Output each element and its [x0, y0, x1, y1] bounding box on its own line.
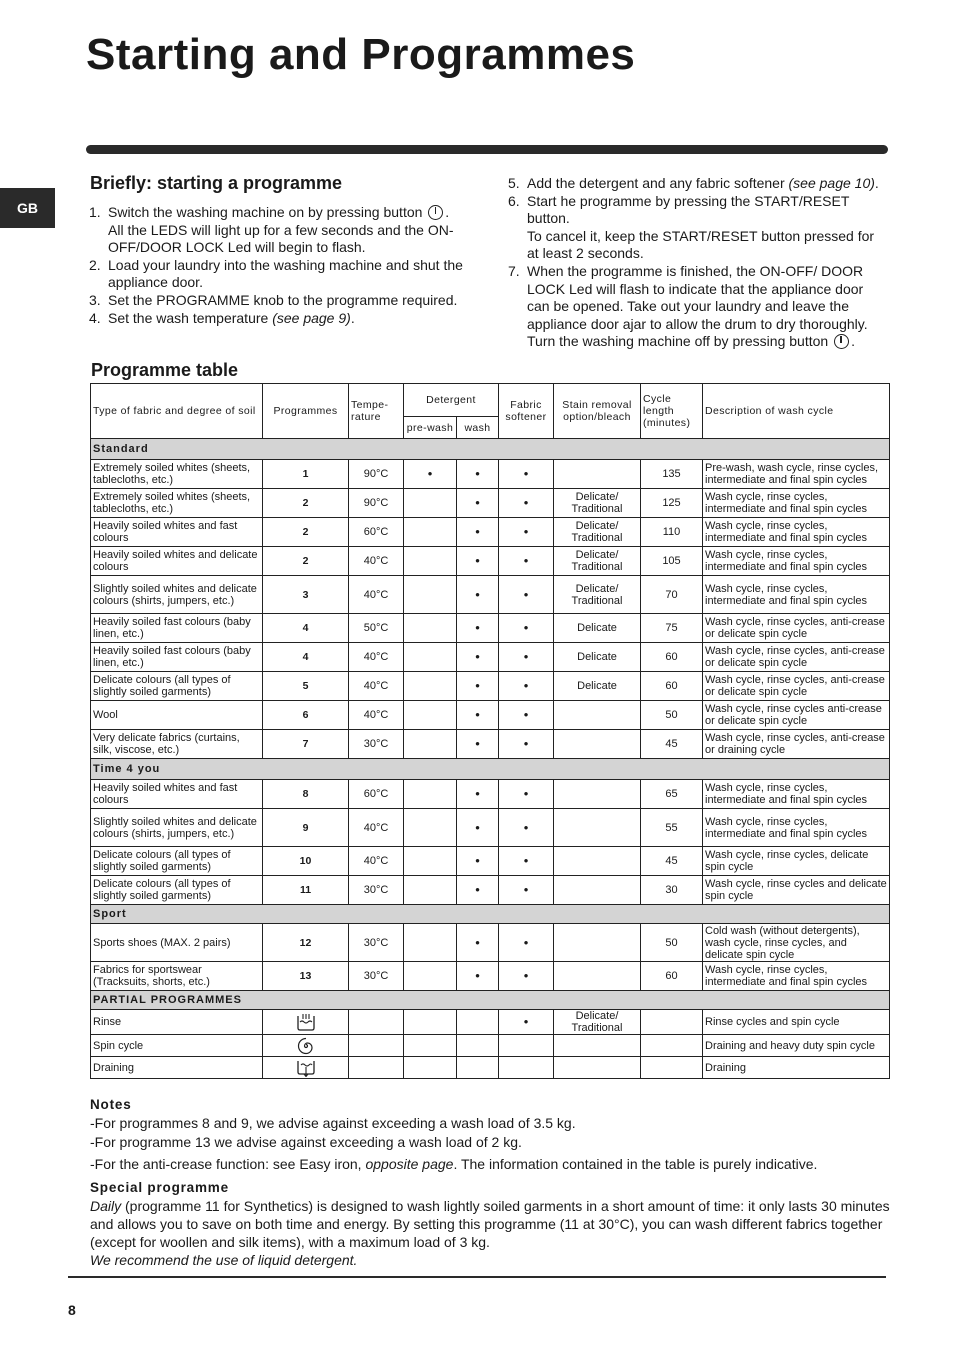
- cell-programme: 13: [263, 962, 349, 991]
- cell-type: Delicate colours (all types of slightly soiled garments): [91, 672, 263, 701]
- cell-stain: [554, 962, 641, 991]
- cell-description: Rinse cycles and spin cycle: [703, 1010, 890, 1035]
- cell-cycle: 30: [641, 876, 703, 905]
- cell-cycle: 65: [641, 780, 703, 809]
- cell-programme: 2: [263, 547, 349, 576]
- step-5: 5. Add the detergent and any fabric softener (see page 10).: [508, 175, 879, 191]
- cell-stain: Delicate/ Traditional: [554, 518, 641, 547]
- cell-cycle: [641, 1035, 703, 1057]
- cell-description: Draining and heavy duty spin cycle: [703, 1035, 890, 1057]
- cell-programme: 7: [263, 730, 349, 759]
- cell-wash: •: [457, 701, 499, 730]
- cell-stain: Delicate/ Traditional: [554, 576, 641, 614]
- cell-wash: •: [457, 809, 499, 847]
- cell-temperature: 40°C: [349, 809, 404, 847]
- table-row: [91, 780, 890, 809]
- cell-cycle: 60: [641, 643, 703, 672]
- cell-wash: •: [457, 643, 499, 672]
- cell-softener: [499, 1057, 554, 1079]
- cell-softener: •: [499, 614, 554, 643]
- cell-wash: •: [457, 460, 499, 489]
- cell-type: Sports shoes (MAX. 2 pairs): [91, 924, 263, 962]
- cell-softener: •: [499, 672, 554, 701]
- cell-softener: •: [499, 780, 554, 809]
- section-row: [91, 905, 890, 924]
- cell-stain: [554, 876, 641, 905]
- cell-type: Very delicate fabrics (curtains, silk, viscose, etc.): [91, 730, 263, 759]
- cell-type: Heavily soiled fast colours (baby linen, etc.): [91, 614, 263, 643]
- cell-description: Wash cycle, rinse cycles, intermediate and final spin cycles: [703, 576, 890, 614]
- cell-prewash: [404, 1057, 457, 1079]
- cell-wash: •: [457, 780, 499, 809]
- section-label: Time 4 you: [91, 759, 890, 780]
- cell-programme: 2: [263, 518, 349, 547]
- cell-programme: 10: [263, 847, 349, 876]
- cell-temperature: 40°C: [349, 576, 404, 614]
- cell-prewash: [404, 518, 457, 547]
- cell-softener: •: [499, 547, 554, 576]
- power-button-icon: [834, 334, 849, 349]
- step-7: 7. When the programme is finished, the ON-OFF/ DOOR LOCK Led will flash to indicate that the appliance door can be opened. Take out your laundry and leave the appliance door ajar to allow the drum to dry thoroughly. Turn the washing machine off by pressing button .: [508, 262, 868, 350]
- cell-prewash: [404, 1010, 457, 1035]
- table-row: [91, 518, 890, 547]
- cell-cycle: 60: [641, 672, 703, 701]
- cell-prewash: [404, 924, 457, 962]
- cell-prewash: [404, 643, 457, 672]
- rinse-icon: [263, 1010, 349, 1035]
- notes-block: [90, 1096, 890, 1269]
- table-row: [91, 876, 890, 905]
- cell-wash: [457, 1035, 499, 1057]
- cell-programme: 1: [263, 460, 349, 489]
- cell-wash: •: [457, 576, 499, 614]
- cell-temperature: 30°C: [349, 962, 404, 991]
- cell-wash: •: [457, 962, 499, 991]
- cell-cycle: 105: [641, 547, 703, 576]
- cell-prewash: •: [404, 460, 457, 489]
- cell-softener: •: [499, 924, 554, 962]
- step-6: 6. Start he programme by pressing the START/RESET button. To cancel it, keep the START/RESET button pressed for at least 2 seconds.: [508, 192, 875, 262]
- cell-programme: 4: [263, 614, 349, 643]
- cell-programme: 4: [263, 643, 349, 672]
- cell-prewash: [404, 962, 457, 991]
- language-tab: GB: [0, 188, 55, 228]
- cell-temperature: 50°C: [349, 614, 404, 643]
- cell-description: Wash cycle, rinse cycles, intermediate and final spin cycles: [703, 518, 890, 547]
- cell-temperature: 30°C: [349, 924, 404, 962]
- table-row: [91, 809, 890, 847]
- briefly-heading: Briefly: starting a programme: [90, 173, 343, 193]
- table-row: [91, 1057, 890, 1079]
- cell-type: Heavily soiled whites and delicate colours: [91, 547, 263, 576]
- cell-prewash: [404, 614, 457, 643]
- cell-temperature: [349, 1035, 404, 1057]
- table-row: [91, 643, 890, 672]
- cell-stain: [554, 780, 641, 809]
- cell-cycle: 60: [641, 962, 703, 991]
- cell-temperature: 60°C: [349, 518, 404, 547]
- cell-wash: •: [457, 547, 499, 576]
- table-row: [91, 672, 890, 701]
- cell-description: Wash cycle, rinse cycles, anti-crease or delicate spin cycle: [703, 643, 890, 672]
- power-button-icon: [428, 205, 443, 220]
- cell-type: Heavily soiled whites and fast colours: [91, 518, 263, 547]
- section-label: PARTIAL PROGRAMMES: [91, 991, 890, 1010]
- page-number: 8: [68, 1302, 76, 1318]
- header-cycle: Cycle length (minutes): [641, 384, 703, 439]
- cell-temperature: 30°C: [349, 730, 404, 759]
- note-line: -For programmes 8 and 9, we advise against exceeding a wash load of 3.5 kg.: [90, 1115, 576, 1131]
- note-line: -For programme 13 we advise against exceeding a wash load of 2 kg.: [90, 1134, 522, 1150]
- header-temperature: Tempe-rature: [349, 384, 404, 439]
- cell-type: Wool: [91, 701, 263, 730]
- header-programmes: Programmes: [263, 384, 349, 439]
- cell-stain: Delicate/ Traditional: [554, 489, 641, 518]
- cell-programme: 8: [263, 780, 349, 809]
- cell-programme: 9: [263, 809, 349, 847]
- cell-wash: •: [457, 876, 499, 905]
- section-label: Sport: [91, 905, 890, 924]
- cell-wash: •: [457, 614, 499, 643]
- cell-temperature: [349, 1057, 404, 1079]
- step-4: 4. Set the wash temperature (see page 9).: [89, 309, 355, 326]
- cell-cycle: 50: [641, 701, 703, 730]
- cell-temperature: 30°C: [349, 876, 404, 905]
- cell-stain: [554, 460, 641, 489]
- step-1: 1. Switch the washing machine on by pressing button . All the LEDS will light up for a few seconds and the ON-OFF/DOOR LOCK Led will begin to flash.: [89, 204, 454, 256]
- cell-type: Extremely soiled whites (sheets, tablecloths, etc.): [91, 460, 263, 489]
- header-prewash: pre-wash: [404, 417, 457, 439]
- cell-type: Rinse: [91, 1010, 263, 1035]
- cell-temperature: 90°C: [349, 489, 404, 518]
- cell-temperature: 90°C: [349, 460, 404, 489]
- drain-icon: [263, 1057, 349, 1079]
- cell-wash: •: [457, 847, 499, 876]
- cell-softener: •: [499, 460, 554, 489]
- cell-description: Wash cycle, rinse cycles, intermediate and final spin cycles: [703, 780, 890, 809]
- page-title: Starting and Programmes: [86, 30, 636, 79]
- section-row: [91, 991, 890, 1010]
- cell-wash: [457, 1057, 499, 1079]
- cell-wash: •: [457, 518, 499, 547]
- cell-stain: [554, 701, 641, 730]
- cell-softener: •: [499, 809, 554, 847]
- header-description: Description of wash cycle: [703, 384, 890, 439]
- cell-type: Spin cycle: [91, 1035, 263, 1057]
- cell-stain: Delicate/ Traditional: [554, 547, 641, 576]
- cell-programme: 3: [263, 576, 349, 614]
- table-row: [91, 847, 890, 876]
- table-row: [91, 614, 890, 643]
- cell-softener: •: [499, 876, 554, 905]
- programme-table: [90, 383, 890, 1079]
- cell-cycle: [641, 1010, 703, 1035]
- cell-prewash: [404, 672, 457, 701]
- special-heading: Special programme: [90, 1180, 229, 1195]
- cell-description: Wash cycle, rinse cycles, anti-crease or delicate spin cycle: [703, 672, 890, 701]
- cell-stain: [554, 730, 641, 759]
- cell-cycle: 135: [641, 460, 703, 489]
- header-wash: wash: [457, 417, 499, 439]
- table-row: [91, 460, 890, 489]
- steps-left: [89, 204, 464, 327]
- cell-description: Wash cycle, rinse cycles and delicate spin cycle: [703, 876, 890, 905]
- steps-right: [508, 175, 884, 351]
- cell-cycle: 55: [641, 809, 703, 847]
- cell-type: Delicate colours (all types of slightly soiled garments): [91, 876, 263, 905]
- table-row: [91, 576, 890, 614]
- header-rule: [86, 145, 888, 154]
- cell-type: Slightly soiled whites and delicate colours (shirts, jumpers, etc.): [91, 576, 263, 614]
- cell-description: Wash cycle, rinse cycles, anti-crease or delicate spin cycle: [703, 614, 890, 643]
- spin-icon: [263, 1035, 349, 1057]
- table-row: [91, 489, 890, 518]
- step-3: 3. Set the PROGRAMME knob to the programme required.: [89, 291, 458, 308]
- cell-stain: [554, 1057, 641, 1079]
- cell-wash: •: [457, 489, 499, 518]
- cell-prewash: [404, 576, 457, 614]
- cell-stain: Delicate/ Traditional: [554, 1010, 641, 1035]
- header-stain: Stain removal option/bleach: [554, 384, 641, 439]
- cell-prewash: [404, 780, 457, 809]
- header-detergent: Detergent: [404, 384, 499, 417]
- cell-temperature: 40°C: [349, 701, 404, 730]
- header-softener: Fabric softener: [499, 384, 554, 439]
- cell-cycle: 70: [641, 576, 703, 614]
- cell-prewash: [404, 876, 457, 905]
- cell-programme: 11: [263, 876, 349, 905]
- cell-description: Wash cycle, rinse cycles, intermediate and final spin cycles: [703, 489, 890, 518]
- cell-temperature: 40°C: [349, 547, 404, 576]
- cell-stain: [554, 1035, 641, 1057]
- table-row: [91, 924, 890, 962]
- cell-softener: •: [499, 518, 554, 547]
- cell-temperature: 40°C: [349, 643, 404, 672]
- cell-stain: Delicate: [554, 614, 641, 643]
- step-2: 2. Load your laundry into the washing machine and shut the appliance door.: [89, 256, 463, 291]
- cell-stain: [554, 847, 641, 876]
- note-line: -For the anti-crease function: see Easy iron, opposite page. The information contained in the table is purely indicative.: [90, 1156, 818, 1172]
- cell-stain: Delicate: [554, 672, 641, 701]
- table-row: [91, 730, 890, 759]
- header-type: Type of fabric and degree of soil: [91, 384, 263, 439]
- cell-wash: [457, 1010, 499, 1035]
- cell-prewash: [404, 847, 457, 876]
- cell-type: Fabrics for sportswear (Tracksuits, shorts, etc.): [91, 962, 263, 991]
- cell-stain: [554, 924, 641, 962]
- cell-prewash: [404, 809, 457, 847]
- programme-table-heading: Programme table: [91, 360, 239, 380]
- cell-programme: 2: [263, 489, 349, 518]
- cell-stain: Delicate: [554, 643, 641, 672]
- cell-softener: •: [499, 730, 554, 759]
- cell-temperature: 60°C: [349, 780, 404, 809]
- table-row: [91, 1035, 890, 1057]
- cell-type: Draining: [91, 1057, 263, 1079]
- cell-cycle: 50: [641, 924, 703, 962]
- cell-prewash: [404, 701, 457, 730]
- section-row: [91, 759, 890, 780]
- cell-description: Wash cycle, rinse cycles anti-crease or delicate spin cycle: [703, 701, 890, 730]
- cell-description: Draining: [703, 1057, 890, 1079]
- cell-type: Extremely soiled whites (sheets, tablecloths, etc.): [91, 489, 263, 518]
- cell-wash: •: [457, 672, 499, 701]
- cell-prewash: [404, 489, 457, 518]
- cell-description: Wash cycle, rinse cycles, intermediate and final spin cycles: [703, 547, 890, 576]
- notes-heading: Notes: [90, 1097, 132, 1112]
- table-row: [91, 701, 890, 730]
- cell-type: Delicate colours (all types of slightly soiled garments): [91, 847, 263, 876]
- special-text: Daily (programme 11 for Synthetics) is designed to wash lightly soiled garments in a short amount of time: it only lasts 30 minutes and allows you to save on both time and energy. By setting this programme (11 at 30°C), you can wash different fabrics together (except for woollen and silk items), with a maximum load of 3 kg. We recommend the use of liquid detergent.: [90, 1198, 890, 1268]
- cell-cycle: 110: [641, 518, 703, 547]
- cell-softener: •: [499, 1010, 554, 1035]
- cell-cycle: 125: [641, 489, 703, 518]
- section-row: [91, 439, 890, 460]
- cell-cycle: [641, 1057, 703, 1079]
- cell-softener: •: [499, 489, 554, 518]
- cell-wash: •: [457, 730, 499, 759]
- cell-softener: •: [499, 962, 554, 991]
- cell-description: Cold wash (without detergents), wash cycle, rinse cycles, and delicate spin cycle: [703, 924, 890, 962]
- cell-type: Heavily soiled whites and fast colours: [91, 780, 263, 809]
- cell-softener: [499, 1035, 554, 1057]
- cell-stain: [554, 809, 641, 847]
- cell-cycle: 75: [641, 614, 703, 643]
- cell-prewash: [404, 730, 457, 759]
- cell-temperature: 40°C: [349, 672, 404, 701]
- cell-description: Pre-wash, wash cycle, rinse cycles, intermediate and final spin cycles: [703, 460, 890, 489]
- cell-softener: •: [499, 701, 554, 730]
- cell-prewash: [404, 1035, 457, 1057]
- cell-prewash: [404, 547, 457, 576]
- section-label: Standard: [91, 439, 890, 460]
- cell-description: Wash cycle, rinse cycles, delicate spin cycle: [703, 847, 890, 876]
- table-row: [91, 1010, 890, 1035]
- table-row: [91, 962, 890, 991]
- cell-softener: •: [499, 576, 554, 614]
- cell-softener: •: [499, 643, 554, 672]
- cell-description: Wash cycle, rinse cycles, intermediate and final spin cycles: [703, 809, 890, 847]
- footer-rule: [68, 1276, 886, 1278]
- cell-cycle: 45: [641, 730, 703, 759]
- cell-description: Wash cycle, rinse cycles, intermediate and final spin cycles: [703, 962, 890, 991]
- cell-description: Wash cycle, rinse cycles, anti-crease or draining cycle: [703, 730, 890, 759]
- table-row: [91, 547, 890, 576]
- cell-temperature: [349, 1010, 404, 1035]
- cell-programme: 12: [263, 924, 349, 962]
- cell-cycle: 45: [641, 847, 703, 876]
- cell-temperature: 40°C: [349, 847, 404, 876]
- cell-type: Slightly soiled whites and delicate colours (shirts, jumpers, etc.): [91, 809, 263, 847]
- cell-wash: •: [457, 924, 499, 962]
- cell-programme: 5: [263, 672, 349, 701]
- cell-type: Heavily soiled fast colours (baby linen, etc.): [91, 643, 263, 672]
- cell-programme: 6: [263, 701, 349, 730]
- cell-softener: •: [499, 847, 554, 876]
